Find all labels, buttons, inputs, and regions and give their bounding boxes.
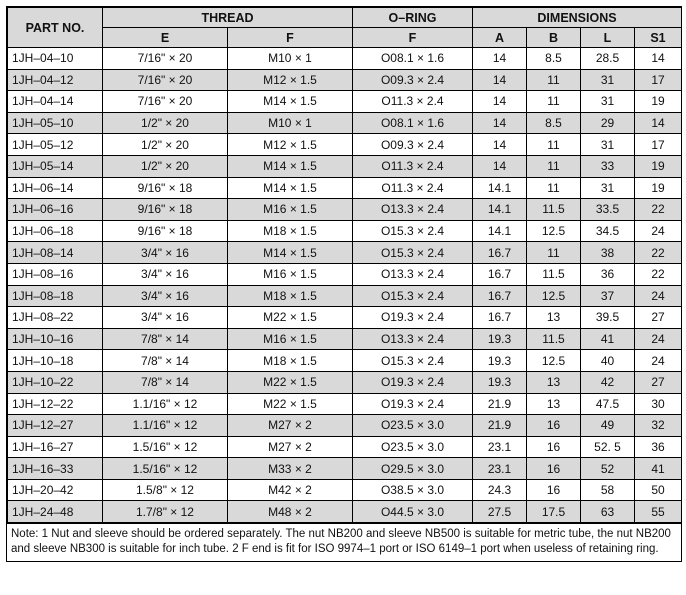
dim-a-cell: 19.3 [473, 350, 527, 372]
dim-l-cell: 40 [581, 350, 635, 372]
thread-e-cell: 7/8" × 14 [103, 350, 228, 372]
oring-f-cell: O19.3 × 2.4 [353, 307, 473, 329]
part-no-cell: 1JH–12–27 [8, 415, 103, 437]
dim-l-cell: 28.5 [581, 48, 635, 70]
dim-s1-cell: 24 [635, 220, 682, 242]
dim-s1-cell: 27 [635, 307, 682, 329]
dim-a-cell: 14.1 [473, 199, 527, 221]
thread-e-cell: 1.5/8" × 12 [103, 479, 228, 501]
dim-a-cell: 14 [473, 112, 527, 134]
oring-f-cell: O13.3 × 2.4 [353, 263, 473, 285]
part-no-cell: 1JH–20–42 [8, 479, 103, 501]
oring-f-cell: O09.3 × 2.4 [353, 69, 473, 91]
dim-l-cell: 52 [581, 458, 635, 480]
dim-l-cell: 31 [581, 91, 635, 113]
dim-a-cell: 14 [473, 69, 527, 91]
dim-b-cell: 11 [527, 134, 581, 156]
dim-a-cell: 14 [473, 48, 527, 70]
dim-l-cell: 52. 5 [581, 436, 635, 458]
dim-b-cell: 11.5 [527, 263, 581, 285]
dim-b-cell: 16 [527, 415, 581, 437]
oring-f-cell: O09.3 × 2.4 [353, 134, 473, 156]
dim-s1-cell: 19 [635, 91, 682, 113]
thread-f-cell: M14 × 1.5 [228, 177, 353, 199]
table-row [8, 199, 682, 221]
table-row [8, 112, 682, 134]
table-row [8, 177, 682, 199]
header-sub-row [8, 28, 682, 48]
table-row [8, 350, 682, 372]
dim-l-cell: 49 [581, 415, 635, 437]
dim-a-cell: 16.7 [473, 263, 527, 285]
thread-f-cell: M22 × 1.5 [228, 393, 353, 415]
dim-b-cell: 16 [527, 479, 581, 501]
oring-f-cell: O11.3 × 2.4 [353, 177, 473, 199]
thread-f-cell: M16 × 1.5 [228, 328, 353, 350]
table-row [8, 328, 682, 350]
oring-f-cell: O19.3 × 2.4 [353, 371, 473, 393]
oring-f-header: F [353, 28, 473, 48]
thread-f-cell: M48 × 2 [228, 501, 353, 523]
dim-l-cell: 37 [581, 285, 635, 307]
thread-e-cell: 1.1/16" × 12 [103, 415, 228, 437]
part-no-cell: 1JH–08–22 [8, 307, 103, 329]
part-no-cell: 1JH–16–33 [8, 458, 103, 480]
thread-e-cell: 9/16" × 18 [103, 199, 228, 221]
dim-s1-cell: 19 [635, 155, 682, 177]
dim-l-cell: 31 [581, 177, 635, 199]
thread-f-cell: M14 × 1.5 [228, 91, 353, 113]
part-no-cell: 1JH–04–10 [8, 48, 103, 70]
dim-b-cell: 17.5 [527, 501, 581, 523]
part-no-cell: 1JH–08–16 [8, 263, 103, 285]
dim-a-cell: 21.9 [473, 393, 527, 415]
thread-e-cell: 3/4" × 16 [103, 285, 228, 307]
dim-s1-cell: 19 [635, 177, 682, 199]
table-row [8, 48, 682, 70]
oring-f-cell: O19.3 × 2.4 [353, 393, 473, 415]
dim-s1-cell: 22 [635, 263, 682, 285]
thread-f-cell: M22 × 1.5 [228, 307, 353, 329]
table-row [8, 501, 682, 523]
dim-b-cell: 13 [527, 393, 581, 415]
part-no-cell: 1JH–08–14 [8, 242, 103, 264]
thread-f-cell: M14 × 1.5 [228, 242, 353, 264]
part-no-cell: 1JH–08–18 [8, 285, 103, 307]
dim-l-cell: 31 [581, 69, 635, 91]
dim-b-cell: 11 [527, 177, 581, 199]
part-no-cell: 1JH–06–16 [8, 199, 103, 221]
dim-a-cell: 19.3 [473, 371, 527, 393]
table-row [8, 69, 682, 91]
thread-e-cell: 1/2" × 20 [103, 155, 228, 177]
part-no-cell: 1JH–05–12 [8, 134, 103, 156]
thread-f-cell: M27 × 2 [228, 436, 353, 458]
fitting-dimensions-table [7, 7, 682, 523]
table-row [8, 242, 682, 264]
oring-f-cell: O15.3 × 2.4 [353, 285, 473, 307]
dim-l-cell: 39.5 [581, 307, 635, 329]
thread-f-cell: M18 × 1.5 [228, 350, 353, 372]
dim-s1-cell: 24 [635, 350, 682, 372]
oring-f-cell: O11.3 × 2.4 [353, 91, 473, 113]
thread-f-cell: M12 × 1.5 [228, 134, 353, 156]
dim-s1-cell: 55 [635, 501, 682, 523]
dim-b-cell: 12.5 [527, 220, 581, 242]
dim-s1-cell: 24 [635, 285, 682, 307]
thread-f-cell: M14 × 1.5 [228, 155, 353, 177]
dim-b-header: B [527, 28, 581, 48]
dim-a-cell: 27.5 [473, 501, 527, 523]
dim-s1-cell: 17 [635, 134, 682, 156]
part-no-cell: 1JH–04–14 [8, 91, 103, 113]
oring-f-cell: O29.5 × 3.0 [353, 458, 473, 480]
table-row [8, 220, 682, 242]
dim-a-cell: 14 [473, 91, 527, 113]
thread-f-cell: M22 × 1.5 [228, 371, 353, 393]
dim-b-cell: 16 [527, 436, 581, 458]
thread-header: THREAD [103, 8, 353, 28]
part-no-cell: 1JH–24–48 [8, 501, 103, 523]
dim-b-cell: 12.5 [527, 350, 581, 372]
dim-s1-cell: 30 [635, 393, 682, 415]
dim-b-cell: 8.5 [527, 112, 581, 134]
dim-l-cell: 29 [581, 112, 635, 134]
part-no-header: PART NO. [8, 8, 103, 48]
dim-s1-header: S1 [635, 28, 682, 48]
dim-s1-cell: 14 [635, 48, 682, 70]
dim-l-cell: 47.5 [581, 393, 635, 415]
dim-l-header: L [581, 28, 635, 48]
spec-sheet [6, 6, 682, 562]
oring-f-cell: O23.5 × 3.0 [353, 436, 473, 458]
part-no-cell: 1JH–12–22 [8, 393, 103, 415]
thread-e-cell: 7/8" × 14 [103, 328, 228, 350]
thread-e-cell: 1/2" × 20 [103, 112, 228, 134]
dim-l-cell: 42 [581, 371, 635, 393]
thread-e-cell: 7/16" × 20 [103, 48, 228, 70]
oring-f-cell: O15.3 × 2.4 [353, 220, 473, 242]
thread-f-cell: M16 × 1.5 [228, 263, 353, 285]
thread-e-cell: 1/2" × 20 [103, 134, 228, 156]
dim-a-cell: 23.1 [473, 436, 527, 458]
dim-a-cell: 14.1 [473, 177, 527, 199]
table-row [8, 155, 682, 177]
part-no-cell: 1JH–04–12 [8, 69, 103, 91]
thread-e-cell: 7/16" × 20 [103, 69, 228, 91]
dim-l-cell: 36 [581, 263, 635, 285]
thread-f-cell: M12 × 1.5 [228, 69, 353, 91]
oring-f-cell: O08.1 × 1.6 [353, 48, 473, 70]
dim-s1-cell: 17 [635, 69, 682, 91]
thread-f-cell: M18 × 1.5 [228, 285, 353, 307]
header-group-row [8, 8, 682, 28]
table-row [8, 263, 682, 285]
table-row [8, 436, 682, 458]
dim-b-cell: 11 [527, 242, 581, 264]
oring-f-cell: O15.3 × 2.4 [353, 350, 473, 372]
table-row [8, 458, 682, 480]
dim-a-cell: 14 [473, 134, 527, 156]
thread-e-cell: 7/8" × 14 [103, 371, 228, 393]
dim-a-cell: 16.7 [473, 285, 527, 307]
dim-s1-cell: 24 [635, 328, 682, 350]
footnote: Note: 1 Nut and sleeve should be ordered separately. The nut NB200 and sleeve NB500 is suitable for metric tube, the nut NB200 and sleeve NB300 is suitable for inch tube. 2 F end is fit for ISO 9974–1 port or ISO 6149–1 port when useless of retaining ring. [7, 523, 681, 561]
dim-b-cell: 13 [527, 371, 581, 393]
thread-f-cell: M10 × 1 [228, 112, 353, 134]
table-row [8, 134, 682, 156]
thread-f-header: F [228, 28, 353, 48]
dimensions-header: DIMENSIONS [473, 8, 682, 28]
dim-b-cell: 13 [527, 307, 581, 329]
oring-f-cell: O13.3 × 2.4 [353, 199, 473, 221]
thread-e-cell: 7/16" × 20 [103, 91, 228, 113]
dim-a-cell: 19.3 [473, 328, 527, 350]
table-row [8, 415, 682, 437]
table-header [8, 8, 682, 48]
dim-b-cell: 11.5 [527, 328, 581, 350]
thread-f-cell: M33 × 2 [228, 458, 353, 480]
dim-a-cell: 14.1 [473, 220, 527, 242]
thread-f-cell: M18 × 1.5 [228, 220, 353, 242]
part-no-cell: 1JH–10–22 [8, 371, 103, 393]
thread-e-cell: 9/16" × 18 [103, 177, 228, 199]
dim-l-cell: 31 [581, 134, 635, 156]
dim-s1-cell: 41 [635, 458, 682, 480]
thread-f-cell: M10 × 1 [228, 48, 353, 70]
part-no-cell: 1JH–06–14 [8, 177, 103, 199]
oring-f-cell: O44.5 × 3.0 [353, 501, 473, 523]
thread-e-header: E [103, 28, 228, 48]
dim-b-cell: 11 [527, 155, 581, 177]
dim-l-cell: 38 [581, 242, 635, 264]
dim-b-cell: 11 [527, 91, 581, 113]
dim-s1-cell: 32 [635, 415, 682, 437]
thread-e-cell: 1.5/16" × 12 [103, 458, 228, 480]
dim-b-cell: 11.5 [527, 199, 581, 221]
dim-a-cell: 14 [473, 155, 527, 177]
dim-b-cell: 8.5 [527, 48, 581, 70]
oring-f-cell: O38.5 × 3.0 [353, 479, 473, 501]
part-no-cell: 1JH–05–14 [8, 155, 103, 177]
dim-l-cell: 33 [581, 155, 635, 177]
dim-s1-cell: 27 [635, 371, 682, 393]
dim-a-cell: 23.1 [473, 458, 527, 480]
table-body [8, 48, 682, 523]
thread-f-cell: M27 × 2 [228, 415, 353, 437]
dim-b-cell: 16 [527, 458, 581, 480]
dim-a-cell: 16.7 [473, 242, 527, 264]
thread-e-cell: 1.5/16" × 12 [103, 436, 228, 458]
dim-a-cell: 24.3 [473, 479, 527, 501]
oring-f-cell: O15.3 × 2.4 [353, 242, 473, 264]
thread-f-cell: M42 × 2 [228, 479, 353, 501]
thread-e-cell: 1.1/16" × 12 [103, 393, 228, 415]
part-no-cell: 1JH–05–10 [8, 112, 103, 134]
part-no-cell: 1JH–10–16 [8, 328, 103, 350]
dim-a-cell: 16.7 [473, 307, 527, 329]
thread-f-cell: M16 × 1.5 [228, 199, 353, 221]
table-row [8, 479, 682, 501]
dim-s1-cell: 22 [635, 199, 682, 221]
thread-e-cell: 3/4" × 16 [103, 242, 228, 264]
oring-header: O–RING [353, 8, 473, 28]
dim-l-cell: 63 [581, 501, 635, 523]
dim-a-header: A [473, 28, 527, 48]
oring-f-cell: O13.3 × 2.4 [353, 328, 473, 350]
dim-s1-cell: 50 [635, 479, 682, 501]
part-no-cell: 1JH–16–27 [8, 436, 103, 458]
part-no-cell: 1JH–10–18 [8, 350, 103, 372]
dim-l-cell: 33.5 [581, 199, 635, 221]
dim-b-cell: 11 [527, 69, 581, 91]
dim-l-cell: 34.5 [581, 220, 635, 242]
oring-f-cell: O11.3 × 2.4 [353, 155, 473, 177]
dim-a-cell: 21.9 [473, 415, 527, 437]
table-row [8, 91, 682, 113]
dim-s1-cell: 14 [635, 112, 682, 134]
thread-e-cell: 3/4" × 16 [103, 307, 228, 329]
thread-e-cell: 9/16" × 18 [103, 220, 228, 242]
table-row [8, 285, 682, 307]
part-no-cell: 1JH–06–18 [8, 220, 103, 242]
dim-s1-cell: 22 [635, 242, 682, 264]
dim-l-cell: 58 [581, 479, 635, 501]
dim-s1-cell: 36 [635, 436, 682, 458]
oring-f-cell: O08.1 × 1.6 [353, 112, 473, 134]
table-row [8, 307, 682, 329]
thread-e-cell: 3/4" × 16 [103, 263, 228, 285]
dim-b-cell: 12.5 [527, 285, 581, 307]
table-row [8, 393, 682, 415]
thread-e-cell: 1.7/8" × 12 [103, 501, 228, 523]
oring-f-cell: O23.5 × 3.0 [353, 415, 473, 437]
table-row [8, 371, 682, 393]
dim-l-cell: 41 [581, 328, 635, 350]
